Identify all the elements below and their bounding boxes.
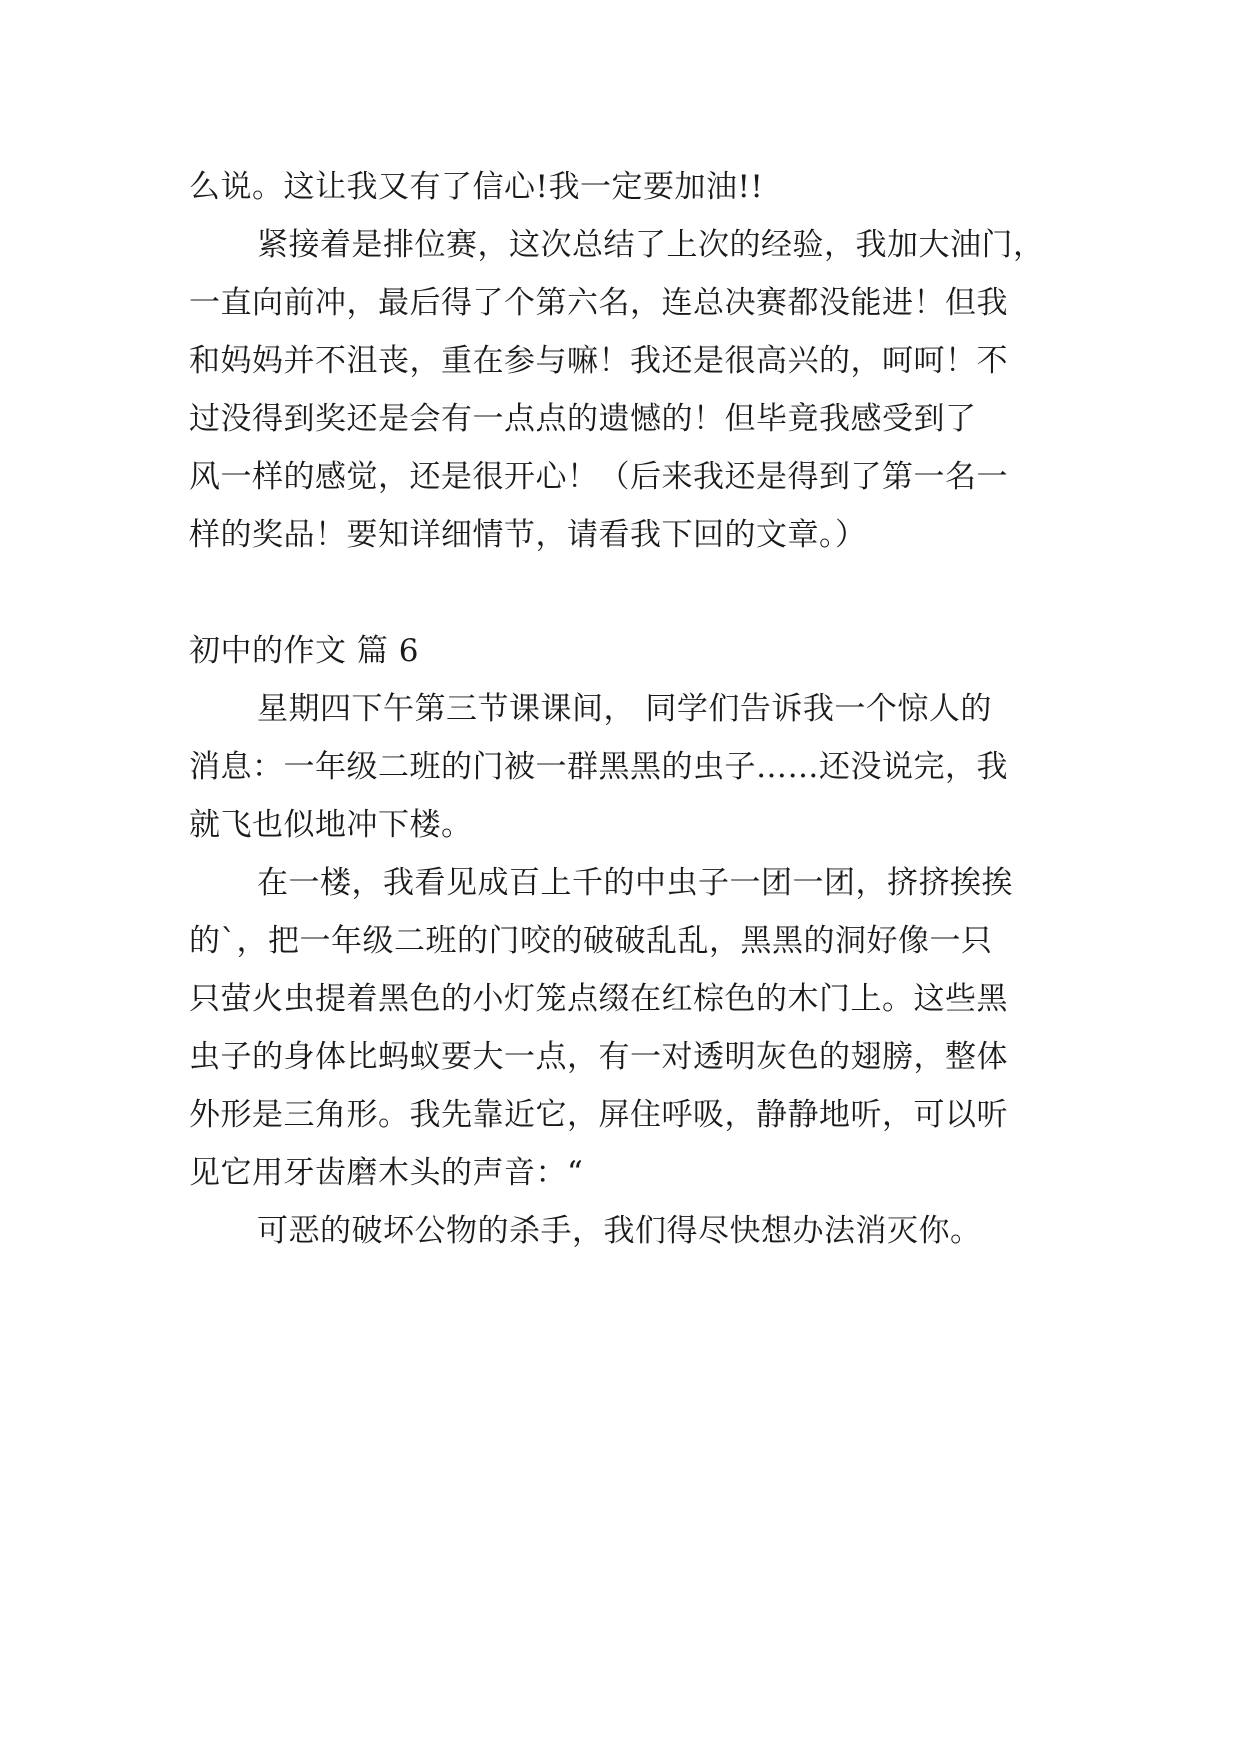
text-line: 虫子的身体比蚂蚁要大一点，有一对透明灰色的翅膀，整体	[189, 1039, 1008, 1075]
text-line: 见它用牙齿磨木头的声音：“	[189, 1155, 584, 1191]
text-line: 风一样的感觉，还是很开心！（后来我还是得到了第一名一	[189, 459, 1008, 495]
text-line: 一直向前冲，最后得了个第六名，连总决赛都没能进！但我	[189, 285, 1008, 321]
text-line: 在一楼，我看见成百上千的中虫子一团一团，挤挤挨挨	[257, 865, 1013, 901]
text-line: 和妈妈并不沮丧，重在参与嘛！我还是很高兴的，呵呵！不	[189, 343, 1008, 379]
text-line: 样的奖品！要知详细情节，请看我下回的文章。）	[189, 517, 867, 553]
text-line: 星期四下午第三节课课间， 同学们告诉我一个惊人的	[257, 691, 992, 727]
text-line: 的`，把一年级二班的门咬的破破乱乱，黑黑的洞好像一只	[189, 923, 993, 959]
text-line: 过没得到奖还是会有一点点的遗憾的！但毕竟我感受到了	[189, 401, 977, 437]
text-line: 可恶的破坏公物的杀手，我们得尽快想办法消灭你。	[257, 1213, 982, 1249]
text-line: 消息：一年级二班的门被一群黑黑的虫子……还没说完，我	[189, 749, 1008, 785]
text-line: 就飞也似地冲下楼。	[189, 807, 473, 843]
text-line: 只萤火虫提着黑色的小灯笼点缀在红棕色的木门上。这些黑	[189, 981, 1008, 1017]
paragraph-gap	[189, 564, 1051, 622]
text-line: 紧接着是排位赛，这次总结了上次的经验，我加大油门，	[257, 227, 1045, 263]
text-line: 外形是三角形。我先靠近它，屏住呼吸，静静地听，可以听	[189, 1097, 1008, 1133]
section-title: 初中的作文 篇 6	[189, 633, 419, 669]
text-line: 么说。这让我又有了信心!我一定要加油!!	[189, 169, 764, 205]
document-page	[189, 158, 1051, 1260]
